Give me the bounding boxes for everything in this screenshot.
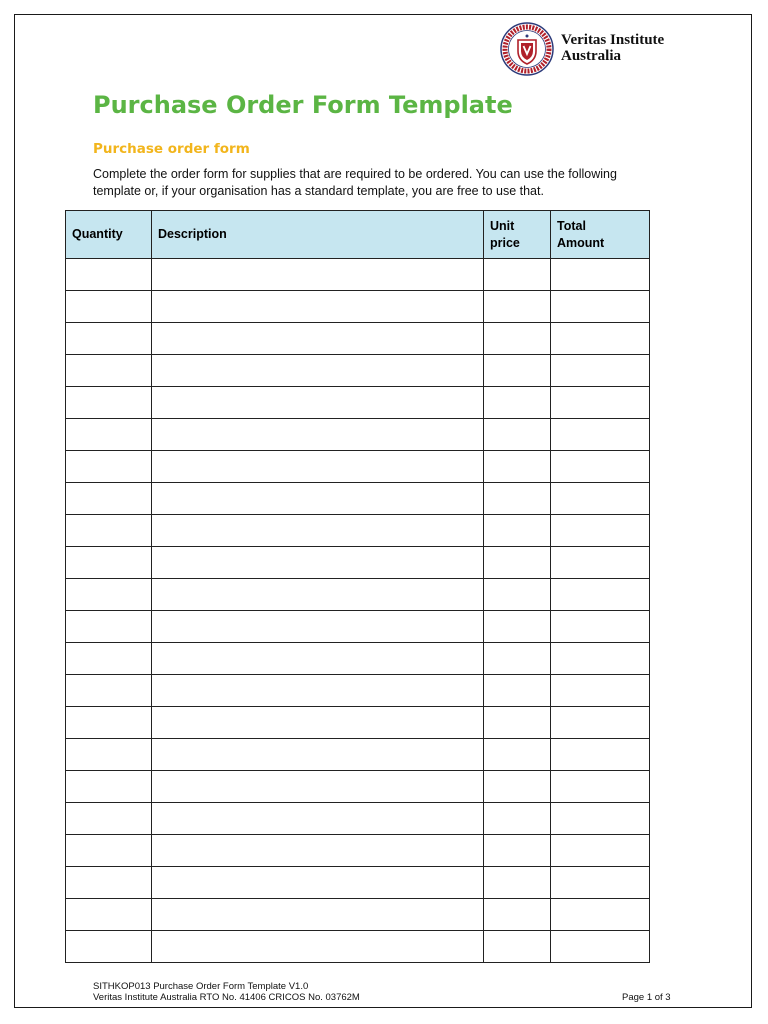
header-description: Description xyxy=(152,211,484,259)
table-row xyxy=(66,355,650,387)
table-body xyxy=(66,259,650,963)
cell-quantity[interactable] xyxy=(66,611,152,643)
cell-quantity[interactable] xyxy=(66,387,152,419)
cell-total-amount[interactable] xyxy=(551,835,650,867)
header-quantity: Quantity xyxy=(66,211,152,259)
cell-quantity[interactable] xyxy=(66,355,152,387)
table-row xyxy=(66,739,650,771)
cell-unit-price[interactable] xyxy=(484,899,551,931)
cell-description[interactable] xyxy=(152,867,484,899)
cell-description[interactable] xyxy=(152,387,484,419)
cell-total-amount[interactable] xyxy=(551,931,650,963)
cell-total-amount[interactable] xyxy=(551,579,650,611)
table-row xyxy=(66,323,650,355)
cell-unit-price[interactable] xyxy=(484,643,551,675)
cell-unit-price[interactable] xyxy=(484,547,551,579)
cell-total-amount[interactable] xyxy=(551,483,650,515)
cell-total-amount[interactable] xyxy=(551,355,650,387)
purchase-order-table xyxy=(65,210,650,963)
cell-quantity[interactable] xyxy=(66,515,152,547)
footer-line-2: Veritas Institute Australia RTO No. 41406 CRICOS No. 03762M xyxy=(93,992,360,1003)
cell-unit-price[interactable] xyxy=(484,707,551,739)
institute-logo xyxy=(499,21,679,79)
table-row xyxy=(66,515,650,547)
page-number: Page 1 of 3 xyxy=(622,992,671,1003)
table-row xyxy=(66,451,650,483)
table-row xyxy=(66,611,650,643)
table-row xyxy=(66,771,650,803)
cell-unit-price[interactable] xyxy=(484,611,551,643)
cell-total-amount[interactable] xyxy=(551,771,650,803)
cell-description[interactable] xyxy=(152,451,484,483)
cell-total-amount[interactable] xyxy=(551,387,650,419)
table-header-row xyxy=(66,211,650,259)
table-row xyxy=(66,547,650,579)
cell-quantity[interactable] xyxy=(66,579,152,611)
cell-total-amount[interactable] xyxy=(551,259,650,291)
table-row xyxy=(66,579,650,611)
logo-wordmark xyxy=(561,32,664,64)
cell-total-amount[interactable] xyxy=(551,803,650,835)
cell-unit-price[interactable] xyxy=(484,835,551,867)
cell-unit-price[interactable] xyxy=(484,675,551,707)
cell-total-amount[interactable] xyxy=(551,643,650,675)
table-row xyxy=(66,483,650,515)
table-row xyxy=(66,675,650,707)
cell-quantity[interactable] xyxy=(66,931,152,963)
cell-total-amount[interactable] xyxy=(551,899,650,931)
cell-quantity[interactable] xyxy=(66,803,152,835)
cell-description[interactable] xyxy=(152,355,484,387)
cell-total-amount[interactable] xyxy=(551,323,650,355)
cell-description[interactable] xyxy=(152,419,484,451)
cell-description[interactable] xyxy=(152,291,484,323)
cell-unit-price[interactable] xyxy=(484,259,551,291)
cell-description[interactable] xyxy=(152,611,484,643)
table-row xyxy=(66,643,650,675)
cell-quantity[interactable] xyxy=(66,643,152,675)
cell-description[interactable] xyxy=(152,899,484,931)
cell-total-amount[interactable] xyxy=(551,291,650,323)
cell-unit-price[interactable] xyxy=(484,867,551,899)
cell-unit-price[interactable] xyxy=(484,419,551,451)
document-page xyxy=(14,14,752,1008)
cell-quantity[interactable] xyxy=(66,291,152,323)
cell-description[interactable] xyxy=(152,803,484,835)
cell-description[interactable] xyxy=(152,547,484,579)
cell-total-amount[interactable] xyxy=(551,419,650,451)
cell-total-amount[interactable] xyxy=(551,867,650,899)
cell-description[interactable] xyxy=(152,579,484,611)
cell-unit-price[interactable] xyxy=(484,579,551,611)
intro-paragraph: Complete the order form for supplies that are required to be ordered. You can use the following template or, if your organisation has a standard template, you are free to use that. xyxy=(93,167,617,198)
section-subtitle: Purchase order form xyxy=(93,141,250,157)
cell-description[interactable] xyxy=(152,771,484,803)
cell-quantity[interactable] xyxy=(66,259,152,291)
cell-quantity[interactable] xyxy=(66,771,152,803)
logo-line-2: Australia xyxy=(561,48,621,64)
cell-description[interactable] xyxy=(152,323,484,355)
footer xyxy=(93,981,360,1003)
cell-description[interactable] xyxy=(152,643,484,675)
cell-quantity[interactable] xyxy=(66,547,152,579)
cell-unit-price[interactable] xyxy=(484,451,551,483)
cell-unit-price[interactable] xyxy=(484,355,551,387)
table-row xyxy=(66,899,650,931)
cell-total-amount[interactable] xyxy=(551,739,650,771)
cell-unit-price[interactable] xyxy=(484,483,551,515)
table-row xyxy=(66,291,650,323)
page-title: Purchase Order Form Template xyxy=(93,91,513,119)
table-row xyxy=(66,707,650,739)
table-row xyxy=(66,803,650,835)
cell-quantity[interactable] xyxy=(66,739,152,771)
table-row xyxy=(66,259,650,291)
cell-quantity[interactable] xyxy=(66,323,152,355)
cell-description[interactable] xyxy=(152,739,484,771)
table-row xyxy=(66,419,650,451)
cell-description[interactable] xyxy=(152,931,484,963)
cell-quantity[interactable] xyxy=(66,451,152,483)
cell-quantity[interactable] xyxy=(66,483,152,515)
cell-description[interactable] xyxy=(152,707,484,739)
header-total-amount-line-2: Amount xyxy=(557,235,605,250)
cell-unit-price[interactable] xyxy=(484,291,551,323)
table-row xyxy=(66,867,650,899)
cell-total-amount[interactable] xyxy=(551,547,650,579)
cell-total-amount[interactable] xyxy=(551,675,650,707)
cell-unit-price[interactable] xyxy=(484,931,551,963)
logo-line-1: Veritas Institute xyxy=(561,32,665,48)
cell-unit-price[interactable] xyxy=(484,515,551,547)
header-total-amount xyxy=(551,211,650,259)
cell-unit-price[interactable] xyxy=(484,803,551,835)
table-row xyxy=(66,835,650,867)
footer-line-1: SITHKOP013 Purchase Order Form Template V1.0 xyxy=(93,981,309,992)
table-row xyxy=(66,931,650,963)
seal-icon xyxy=(499,21,555,77)
cell-unit-price[interactable] xyxy=(484,387,551,419)
cell-unit-price[interactable] xyxy=(484,771,551,803)
header-unit-price xyxy=(484,211,551,259)
cell-unit-price[interactable] xyxy=(484,323,551,355)
header-total-amount-line-1: Total xyxy=(557,218,586,233)
cell-total-amount[interactable] xyxy=(551,451,650,483)
cell-description[interactable] xyxy=(152,259,484,291)
cell-description[interactable] xyxy=(152,835,484,867)
cell-quantity[interactable] xyxy=(66,675,152,707)
cell-quantity[interactable] xyxy=(66,867,152,899)
cell-quantity[interactable] xyxy=(66,707,152,739)
table-row xyxy=(66,387,650,419)
cell-quantity[interactable] xyxy=(66,835,152,867)
cell-description[interactable] xyxy=(152,483,484,515)
cell-unit-price[interactable] xyxy=(484,739,551,771)
cell-description[interactable] xyxy=(152,675,484,707)
cell-total-amount[interactable] xyxy=(551,707,650,739)
cell-total-amount[interactable] xyxy=(551,515,650,547)
header-unit-price-line-1: Unit xyxy=(490,218,515,233)
cell-description[interactable] xyxy=(152,515,484,547)
cell-quantity[interactable] xyxy=(66,419,152,451)
cell-total-amount[interactable] xyxy=(551,611,650,643)
cell-quantity[interactable] xyxy=(66,899,152,931)
header-unit-price-line-2: price xyxy=(490,235,520,250)
